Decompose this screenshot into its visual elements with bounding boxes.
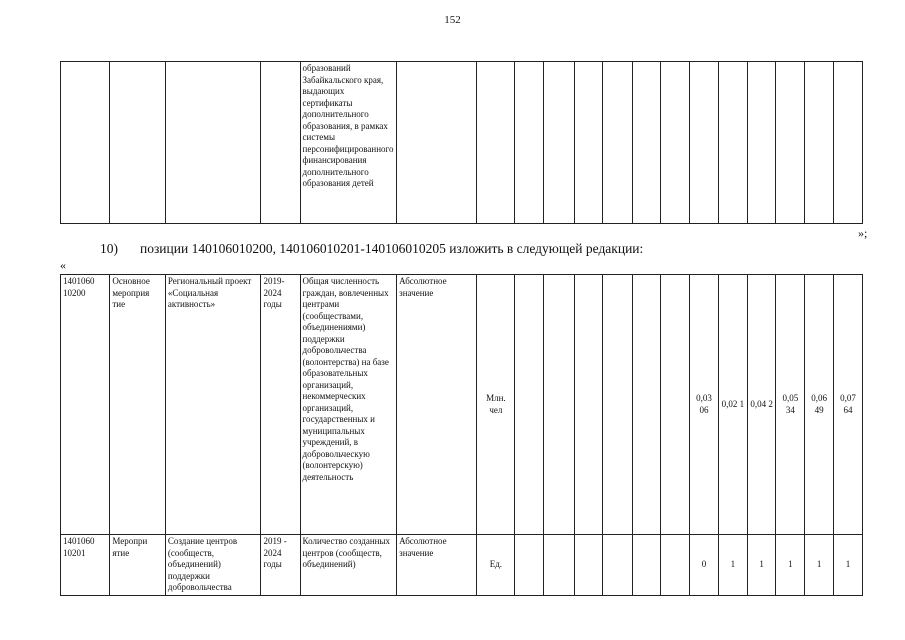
cell <box>477 62 515 224</box>
cell <box>602 275 632 535</box>
program-table <box>60 274 863 596</box>
cell <box>110 62 166 224</box>
cell <box>544 275 575 535</box>
cell <box>661 275 690 535</box>
value-cell: 0,04 2 <box>747 275 776 535</box>
cell <box>776 62 805 224</box>
continuation-table <box>60 61 863 224</box>
cell <box>632 275 661 535</box>
value-cell: 1 <box>776 535 805 596</box>
table-row <box>61 535 863 596</box>
unit-cell: Ед. <box>477 535 515 596</box>
name-cell: Региональный проект «Социальная активность» <box>165 275 261 535</box>
value-cell: 0,05 34 <box>776 275 805 535</box>
value-cell: 0,06 49 <box>805 275 834 535</box>
indicator-cell: Количество созданных центров (сообществ, объединений) <box>300 535 397 596</box>
indicator-cell: Общая численность граждан, вовлеченных центрами (сообществами, объединениями) поддержки добровольчества (волонтерства) на базе образовательных организаций, некоммерческих организаций, государственных и муниципальных учреждений, в добровольческую (волонтерскую) деятельность <box>300 275 397 535</box>
cell <box>575 535 603 596</box>
unit-cell: Млн. чел <box>477 275 515 535</box>
value-cell: 1 <box>805 535 834 596</box>
cell <box>515 62 544 224</box>
code-cell: 1401060 10200 <box>61 275 110 535</box>
cell <box>747 62 776 224</box>
cell <box>661 62 690 224</box>
cell <box>602 62 632 224</box>
cell <box>690 62 719 224</box>
value-cell: 0 <box>690 535 719 596</box>
cell <box>397 62 477 224</box>
cell <box>261 62 300 224</box>
cell <box>575 62 603 224</box>
value-cell: 0,07 64 <box>834 275 863 535</box>
years-cell: 2019-2024 годы <box>261 275 300 535</box>
page-number: 152 <box>444 14 461 26</box>
cell <box>575 275 603 535</box>
code-cell: 1401060 10201 <box>61 535 110 596</box>
cell <box>515 535 544 596</box>
opening-quote: « <box>60 258 66 272</box>
cell <box>165 62 261 224</box>
cell <box>718 62 747 224</box>
cell <box>632 62 661 224</box>
value-cell: 0,03 06 <box>690 275 719 535</box>
cell <box>544 62 575 224</box>
closing-quote: »; <box>858 226 868 240</box>
cell <box>61 62 110 224</box>
instruction-number: 10) <box>100 241 118 256</box>
table-row <box>61 275 863 535</box>
cell <box>834 62 863 224</box>
value-cell: 0,02 1 <box>718 275 747 535</box>
cell <box>661 535 690 596</box>
instruction-text: позиции 140106010200, 140106010201-140106010205 изложить в следующей редакции: <box>140 241 644 256</box>
indicator-type-cell: Абсолютное значение <box>397 275 477 535</box>
cell <box>805 62 834 224</box>
cell <box>544 535 575 596</box>
indicator-type-cell: Абсолютное значение <box>397 535 477 596</box>
instruction-paragraph <box>100 241 643 257</box>
value-cell: 1 <box>718 535 747 596</box>
cell <box>602 535 632 596</box>
years-cell: 2019 - 2024 годы <box>261 535 300 596</box>
name-cell: Создание центров (сообществ, объединений) поддержки добровольчества <box>165 535 261 596</box>
type-cell: Основное мероприя тие <box>110 275 166 535</box>
value-cell: 1 <box>747 535 776 596</box>
indicator-cell: образований Забайкальского края, выдающих сертификаты дополнительного образования, в рамках системы персонифицированного финансирования дополнительного образования детей <box>300 62 397 224</box>
value-cell: 1 <box>834 535 863 596</box>
cell <box>632 535 661 596</box>
type-cell: Меропри ятие <box>110 535 166 596</box>
cell <box>515 275 544 535</box>
